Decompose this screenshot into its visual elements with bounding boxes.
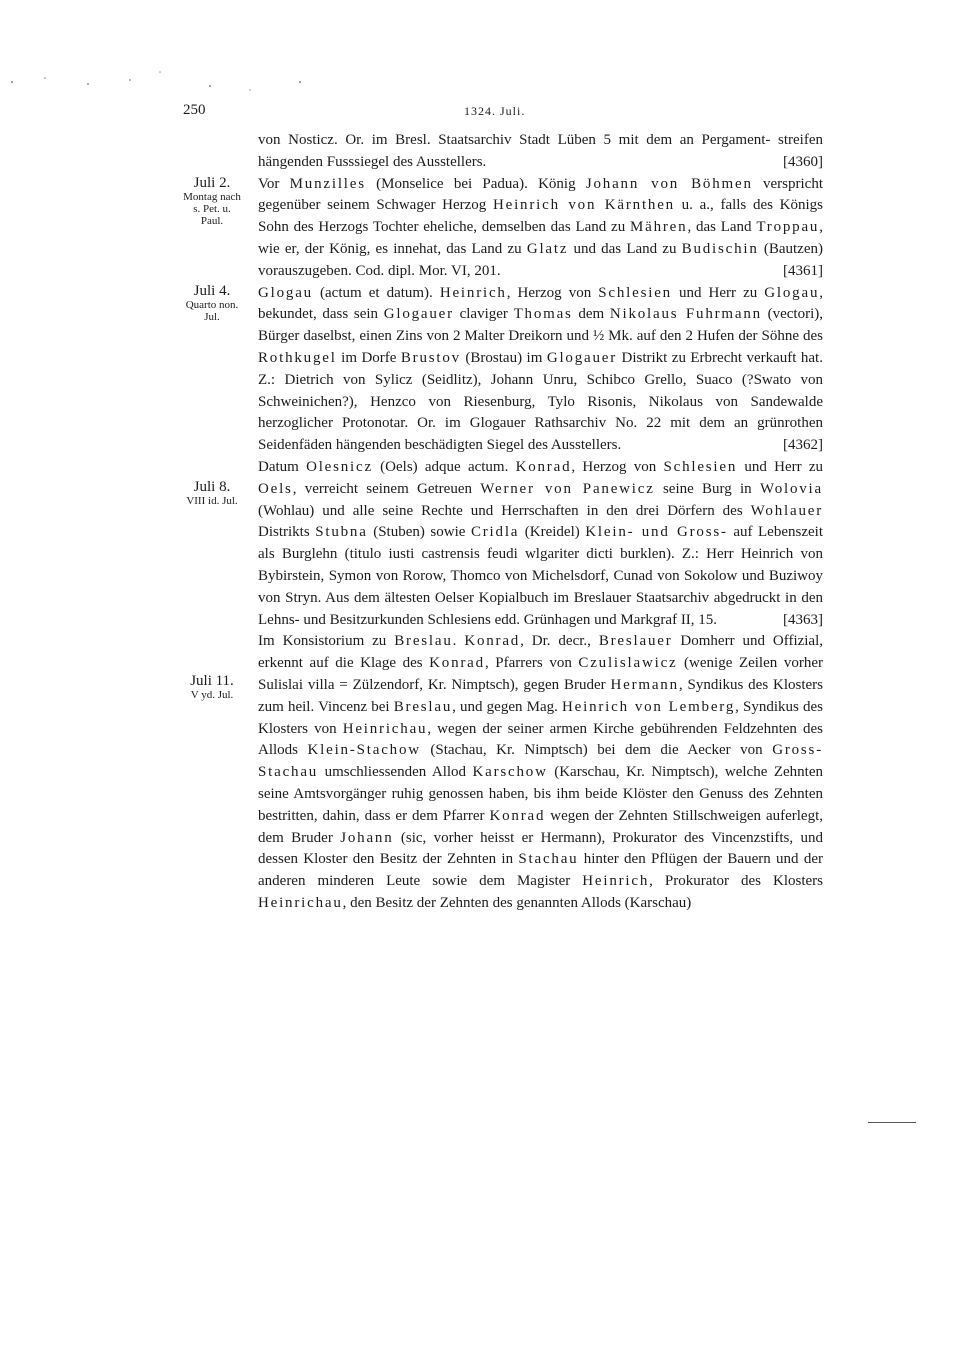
spaced-name: Breslauer <box>598 633 673 650</box>
margin-note-juli-4 <box>168 284 256 323</box>
entry-text: Vor <box>258 175 290 192</box>
spaced-name: Czulislawicz <box>578 655 678 672</box>
entry-text: (Brostau) im <box>460 349 547 366</box>
entry-text: (vectori), Bürger daselbst, einen Zins von 2 Malter Dreikorn und ½ Mk. auf den 2 Hufen der Söhne des <box>258 306 823 345</box>
entry-text: (Kreidel) <box>519 524 586 541</box>
entry-text: hinter den Pflügen der Bauern und der anderen minderen Leute sowie dem Magister <box>258 851 823 890</box>
page-number: 250 <box>183 102 206 118</box>
entry-text: , Herzog von <box>506 284 599 301</box>
spaced-name: Heinrich von Lemberg <box>562 698 736 715</box>
spaced-name: Konrad <box>429 655 485 672</box>
entry-text: (Karschau, Kr. Nimptsch), welche Zehnten seine Amtsvorgänger ruhig genossen haben, bis ihm beide Klöster den Genuss des Zehnten bestritten, dahin, dass er dem Pfarrer <box>258 764 823 824</box>
margin-feast: Jul. <box>204 311 220 323</box>
spaced-name: Klein-Stachow <box>307 742 421 759</box>
spaced-name: Konrad <box>515 458 572 475</box>
spaced-name: Glogau <box>258 284 313 301</box>
entry-text: und Herr zu <box>737 458 824 475</box>
entry-4364 <box>258 631 823 914</box>
spaced-name: Werner von Panewicz <box>480 480 655 497</box>
spaced-name: Munzilles <box>289 175 366 192</box>
entry-text: , den Besitz der Zehnten des genannten Allods (Karschau) <box>342 894 692 911</box>
entry-text: , wie er, der König, es innehat, das Land zu <box>258 219 823 257</box>
entry-text: im Dorfe <box>336 349 401 366</box>
margin-date: Juli 8. <box>193 479 231 495</box>
entry-text: , Pfarrers von <box>484 655 579 672</box>
entry-text: (Wohlau) und alle seine Rechte und Herrschaften in den drei Dörfern des <box>258 502 751 519</box>
spaced-name: Schlesien <box>663 458 738 475</box>
entry-text: , Prokurator des Klosters <box>649 873 823 890</box>
running-head: 1324. Juli. <box>464 104 526 118</box>
entry-text: (Stachau, Kr. Nimptsch) bei dem die Aecker von <box>420 742 773 759</box>
spaced-name: Konrad <box>464 633 521 650</box>
entry-text: (sic, vorher heisst er Hermann), Prokurator des Vincenzstifts, und dessen Kloster den Besitz der Zehnten in <box>258 829 823 868</box>
spaced-name: Glogauer <box>383 306 454 323</box>
entry-text: umschliessenden Allod <box>318 764 473 781</box>
entry-4361 <box>258 174 823 283</box>
spaced-name: Olesnicz <box>306 458 373 475</box>
entry-text: , bekundet, dass sein <box>258 284 823 323</box>
spaced-name: Glatz <box>526 240 569 257</box>
entry-number: [4361] <box>783 262 823 279</box>
margin-feast: V yd. Jul. <box>190 689 234 701</box>
entry-text: Datum <box>258 458 307 475</box>
entry-text: , verreicht seinem Getreuen <box>292 480 481 497</box>
spaced-name: Schlesien <box>598 284 672 301</box>
entry-text: (Oels) adque actum. <box>372 458 516 475</box>
spaced-name: Troppau <box>756 219 820 236</box>
spaced-name: Thomas <box>513 306 573 323</box>
entry-text: streifen hängenden Fusssiegel des Ausstellers. <box>258 132 823 170</box>
spaced-name: Hermann <box>610 676 679 693</box>
main-text <box>258 130 823 915</box>
spaced-name: Glogauer <box>546 349 618 366</box>
margin-rule <box>868 1122 916 1123</box>
entry-text: Domherr und Offizial, erkennt auf die Klage des <box>258 633 824 672</box>
entry-text: Im Konsistorium zu <box>258 633 395 650</box>
entry-text: , Dr. decr., <box>520 633 599 650</box>
entry-text: (Stuben) sowie <box>367 524 471 541</box>
margin-note-juli-11 <box>168 674 256 701</box>
spaced-name: Brustov <box>400 349 461 366</box>
spaced-name: Heinrichau <box>258 894 343 911</box>
spaced-name: Gross-Stachau <box>258 742 823 781</box>
entry-4360 <box>258 130 823 174</box>
entry-text: verspricht gegenüber seinem Schwager Herzog <box>258 175 823 214</box>
entry-text: dem <box>572 306 610 323</box>
margin-feast: Montag nach <box>183 191 241 203</box>
scan-noise <box>0 60 330 100</box>
entry-number: [4362] <box>783 437 823 454</box>
spaced-name: Johann von Böhmen <box>585 175 753 192</box>
spaced-name: Rothkugel <box>258 349 337 366</box>
entry-text: (Monselice bei Padua). König <box>365 175 586 192</box>
entry-text: , Syndikus des Klosters von <box>258 698 824 737</box>
spaced-name: Wolovia <box>759 480 823 497</box>
entry-number: [4363] <box>783 611 823 628</box>
spaced-name: Mähren <box>629 219 688 236</box>
entry-text: (wenige Zeilen vorher Sulislai villa = Zülzendorf, Kr. Nimptsch), gegen Bruder <box>258 655 823 693</box>
margin-feast: Quarto non. <box>185 299 239 311</box>
spaced-name: Oels <box>258 480 293 497</box>
margin-feast: VIII id. Jul. <box>186 495 238 507</box>
entry-number: [4360] <box>783 153 823 170</box>
spaced-name: Cridla <box>470 524 520 541</box>
spaced-name: Budischin <box>681 240 759 257</box>
entry-text: , Syndikus des Klosters zum heil. Vincenz bei <box>258 676 823 715</box>
entry-text: wegen der Zehnten Stillschweigen auferlegt, dem Bruder <box>258 807 823 846</box>
margin-date: Juli 2. <box>193 175 231 191</box>
entry-text: , wegen der seiner armen Kirche gebührenden Feldzehnten des Allods <box>258 720 823 759</box>
entry-text: . <box>452 633 465 650</box>
entry-text: (actum et datum). <box>312 284 440 301</box>
spaced-name: Stubna <box>315 524 368 541</box>
entry-text: von Nosticz. Or. im Bresl. Staatsarchiv Stadt Lüben 5 mit dem an Pergament- <box>258 132 771 148</box>
spaced-name: Heinrich <box>439 284 507 301</box>
margin-note-juli-2 <box>168 176 256 227</box>
entry-text: , Herzog von <box>571 458 664 475</box>
spaced-name: Nikolaus Fuhrmann <box>609 306 762 323</box>
entry-4362 <box>258 283 823 457</box>
spaced-name: Breslau <box>394 633 453 650</box>
margin-date: Juli 4. <box>193 283 231 299</box>
margin-feast: Paul. <box>200 215 224 227</box>
entry-4363 <box>258 457 823 631</box>
spaced-name: Karschow <box>472 764 548 781</box>
spaced-name: Heinrich <box>582 873 650 890</box>
entry-text: u. a., falls des Königs Sohn des Herzogs Tochter eheliche, demselben das Land zu <box>258 197 823 236</box>
entry-text: auf Lebenszeit als Burglehn (titulo iusti castrensis feudi wlgariter dicti burklen). Z.: Herr Heinrich von Bybirstein, Symon von Rorow, Thomco von Michelsdorf, Cunad von Sokolow und Buziwoy von Stryn. Aus dem ältesten Oelser Kopialbuch im Breslauer Staatsarchiv abgedruckt in den Lehns- und Besitzurkunden Schlesiens edd. Grünhagen und Markgraf II, 15. <box>258 524 823 628</box>
entry-text: und Herr zu <box>671 284 765 301</box>
spaced-name: Heinrichau <box>342 720 428 737</box>
margin-date: Juli 11. <box>190 673 234 689</box>
spaced-name: Konrad <box>489 807 546 824</box>
entry-text: , und gegen Mag. <box>452 698 563 715</box>
entry-text: Distrikt zu Erbrecht verkauft hat. Z.: Dietrich von Sylicz (Seidlitz), Johann Unru, Schibco Grello, Suaco (?Swato von Schweinichen?), Henzco von Riesenburg, Tylo Risonis, Nikolaus von Sandewalde herzoglicher Protonotar. Or. im Glogauer Rathsarchiv No. 22 mit dem an grünrothen Seidenfäden hängenden beschädigten Siegel des Ausstellers. <box>258 349 823 454</box>
entry-text: Distrikts <box>258 524 316 541</box>
spaced-name: Wohlauer <box>750 502 823 519</box>
entry-text: und das Land zu <box>568 240 682 257</box>
entry-text: seine Burg in <box>654 480 760 497</box>
spaced-name: Stachau <box>518 851 579 868</box>
spaced-name: Heinrich von Kärnthen <box>493 197 675 214</box>
entry-text: (Bautzen) vorauszugeben. Cod. dipl. Mor. VI, 201. <box>258 240 823 279</box>
spaced-name: Johann <box>340 829 394 846</box>
entry-text: claviger <box>453 306 514 323</box>
spaced-name: Breslau <box>393 698 453 715</box>
margin-note-juli-8 <box>168 480 256 507</box>
spaced-name: Klein- und Gross- <box>585 524 728 541</box>
entry-text: , das Land <box>687 219 757 236</box>
spaced-name: Glogau <box>764 284 820 301</box>
margin-feast: s. Pet. u. <box>193 203 231 215</box>
